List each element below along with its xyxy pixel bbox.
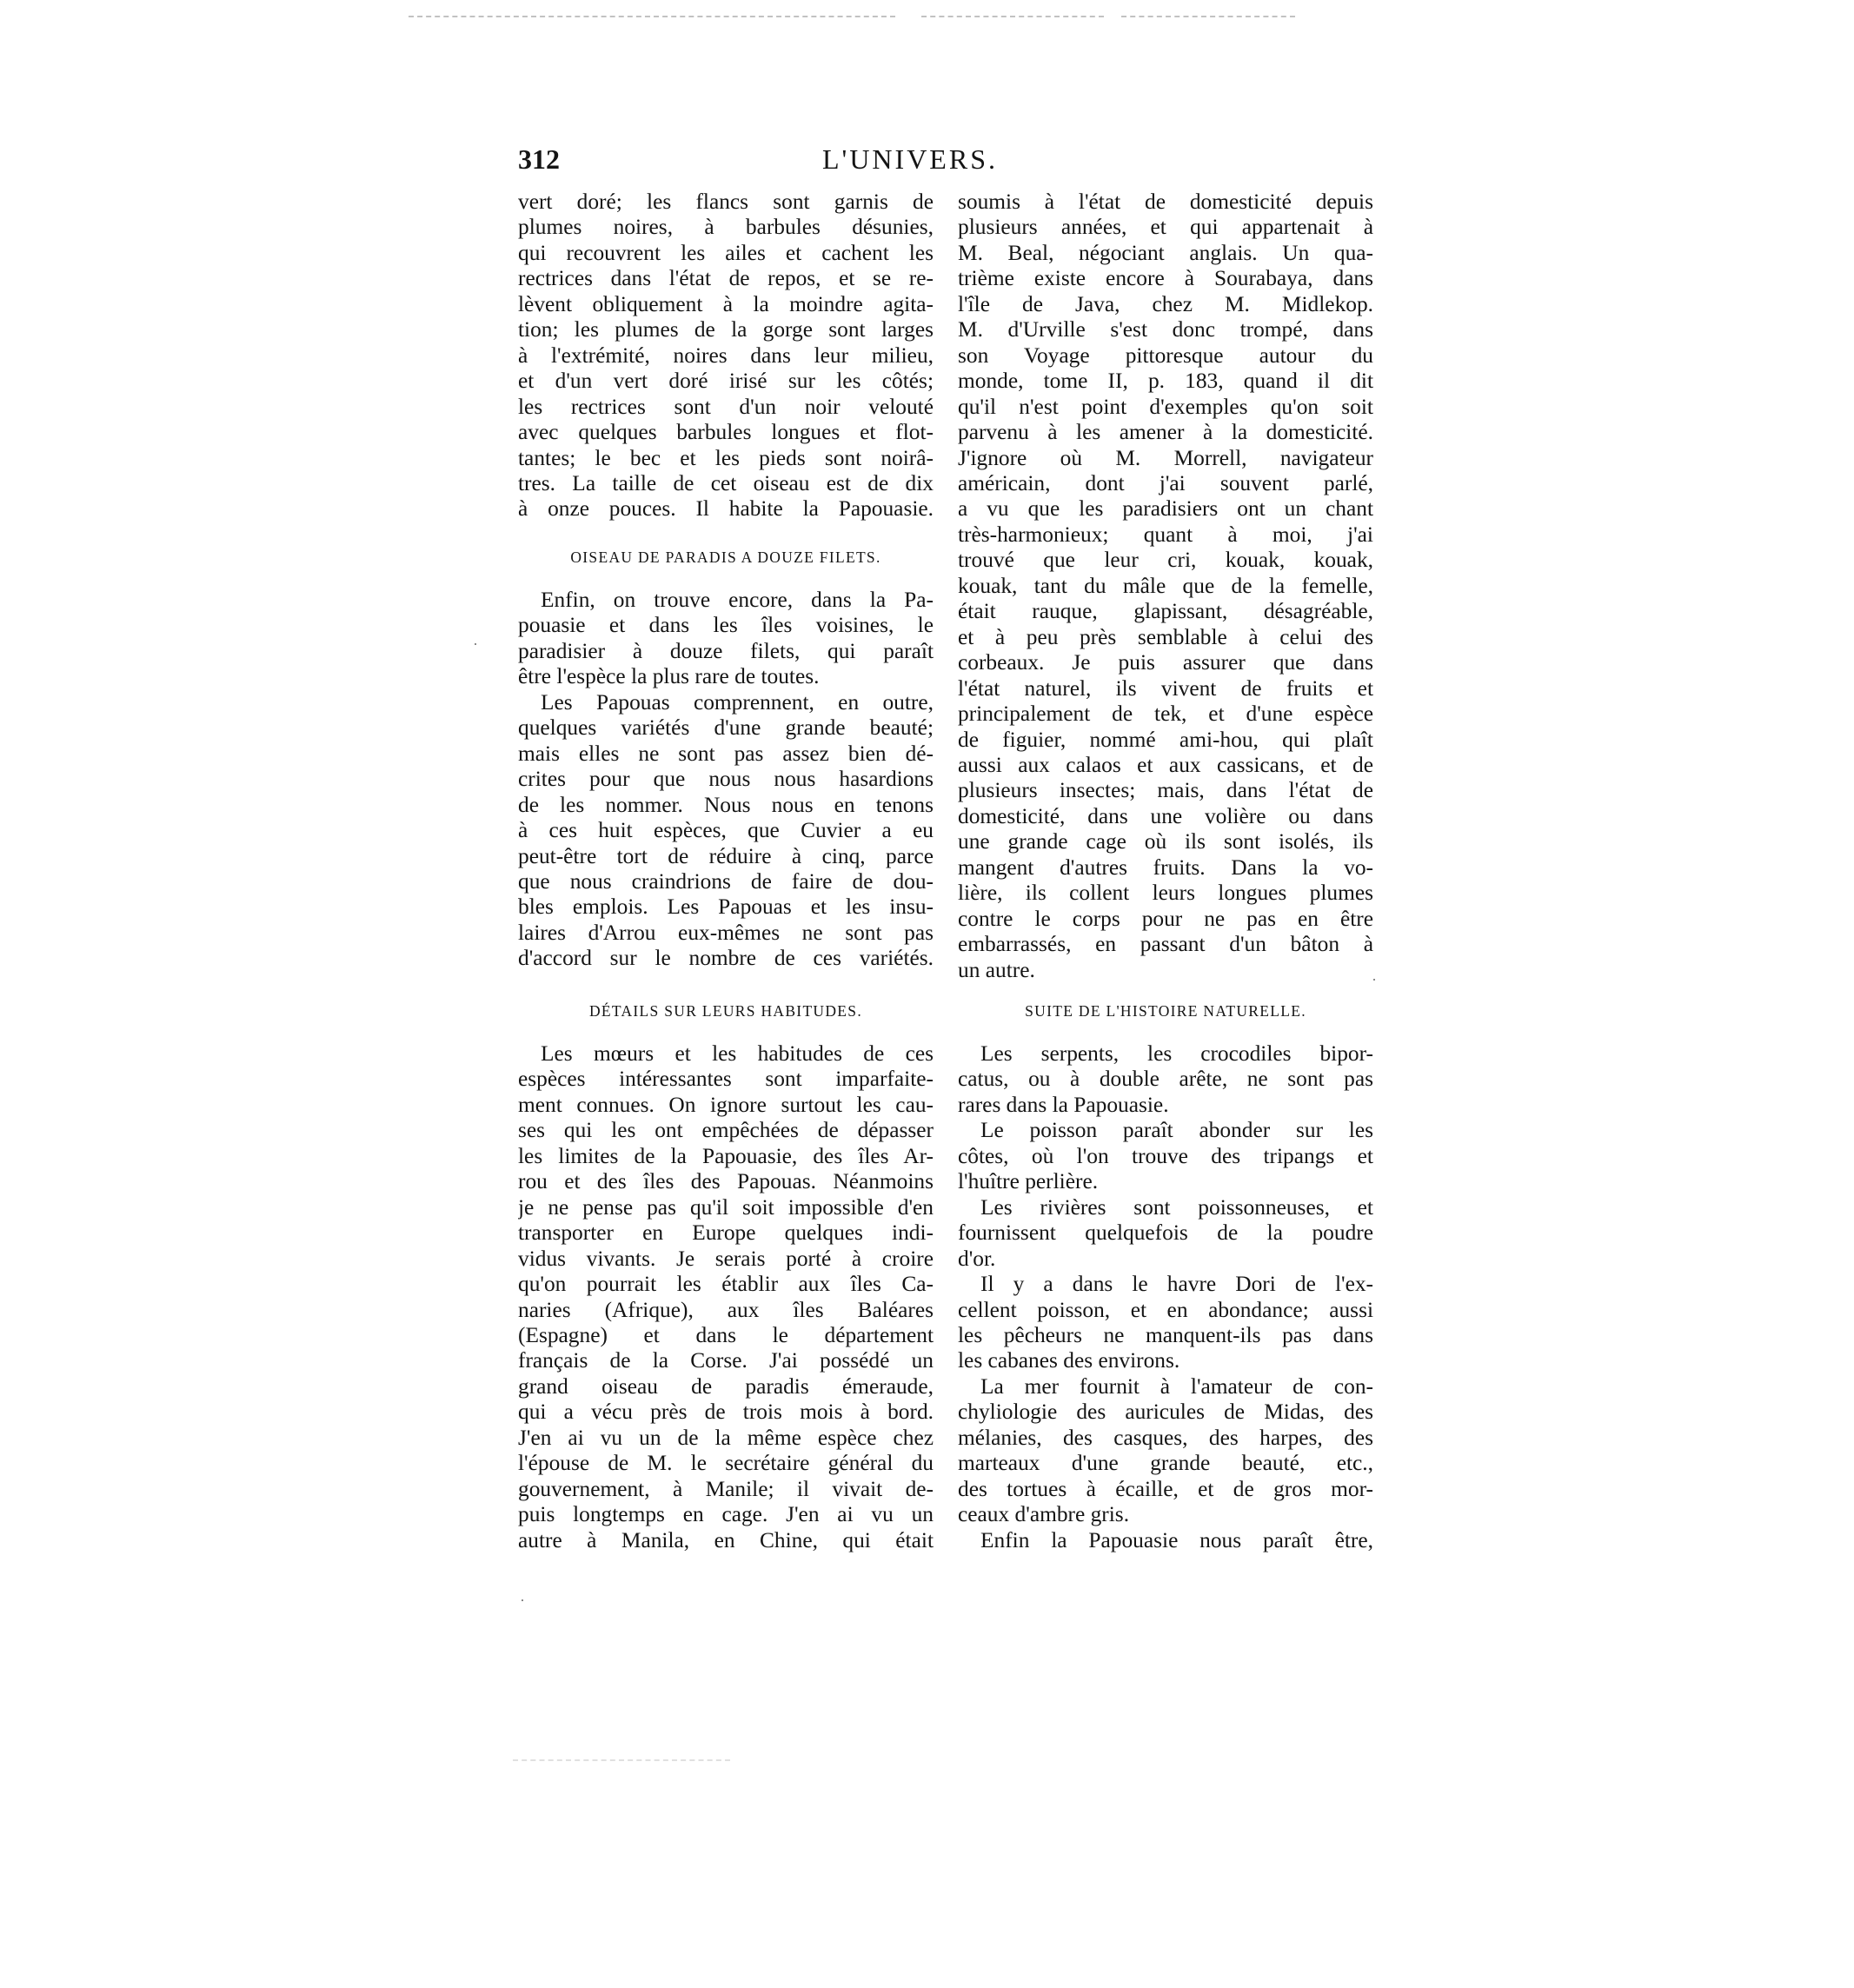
section-heading-details: DÉTAILS SUR LEURS HABITUDES. [588, 1002, 863, 1020]
text-line: ment connues. On ignore surtout les cau- [518, 1092, 934, 1117]
text-line: que nous craindrions de faire de dou- [518, 868, 934, 894]
text-line: trième existe encore à Sourabaya, dans [958, 266, 1373, 291]
left-column-block-4 [518, 1041, 934, 1553]
text-line: plusieurs insectes; mais, dans l'état de [958, 778, 1373, 803]
text-line: catus, ou à double arête, ne sont pas [958, 1067, 1373, 1092]
text-line: trouvé que leur cri, kouak, kouak, [958, 548, 1373, 573]
text-line: Les Papouas comprennent, en outre, [541, 689, 934, 715]
text-line: monde, tome II, p. 183, quand il dit [958, 369, 1373, 394]
text-line: de figuier, nommé ami-hou, qui plaît [958, 727, 1373, 752]
text-line: tres. La taille de cet oiseau est de dix [518, 470, 934, 495]
scan-speck [475, 643, 476, 645]
text-line: mangent d'autres fruits. Dans la vo- [958, 854, 1373, 880]
text-line: qui recouvrent les ailes et cachent les [518, 240, 934, 265]
scan-artifact-bottom [513, 1759, 730, 1761]
text-line: grand oiseau de paradis émeraude, [518, 1373, 934, 1399]
text-line: français de la Corse. J'ai possédé un [518, 1348, 934, 1373]
text-line: La mer fournit à l'amateur de con- [980, 1373, 1373, 1399]
text-line: l'épouse de M. le secrétaire général du [518, 1451, 934, 1476]
text-line: et d'un vert doré irisé sur les côtés; [518, 369, 934, 394]
text-line: à ces huit espèces, que Cuvier a eu [518, 818, 934, 843]
text-line: quelques variétés d'une grande beauté; [518, 715, 934, 741]
text-line: M. d'Urville s'est donc trompé, dans [958, 317, 1373, 342]
text-line: plumes noires, à barbules désunies, [518, 215, 934, 240]
text-line: de les nommer. Nous nous en tenons [518, 792, 934, 817]
text-line: rares dans la Papouasie. [958, 1092, 1169, 1117]
text-line: J'en ai vu un de la même espèce chez [518, 1425, 934, 1450]
text-line: vert doré; les flancs sont garnis de [518, 189, 934, 214]
text-line: Le poisson paraît abonder sur les [980, 1118, 1373, 1143]
text-line: à l'extrémité, noires dans leur milieu, [518, 342, 934, 368]
text-line: les pêcheurs ne manquent-ils pas dans [958, 1322, 1373, 1347]
section-heading-suite: SUITE DE L'HISTOIRE NATURELLE. [1025, 1002, 1306, 1020]
left-column-block-2 [518, 588, 934, 972]
text-line: l'île de Java, chez M. Midlekop. [958, 291, 1373, 316]
scan-speck [1373, 979, 1375, 981]
text-line: gouvernement, à Manile; il vivait de- [518, 1476, 934, 1501]
text-line: Il y a dans le havre Dori de l'ex- [980, 1272, 1373, 1297]
text-line: kouak, tant du mâle que de la femelle, [958, 573, 1373, 598]
text-line: mélanies, des casques, des harpes, des [958, 1425, 1373, 1450]
running-head: L'UNIVERS. [822, 143, 998, 175]
text-line: rectrices dans l'état de repos, et se re- [518, 266, 934, 291]
text-line: naries (Afrique), aux îles Baléares [518, 1297, 934, 1322]
text-line: espèces intéressantes sont imparfaite- [518, 1067, 934, 1092]
text-line: qui a vécu près de trois mois à bord. [518, 1400, 934, 1425]
text-line: était rauque, glapissant, désagréable, [958, 599, 1373, 624]
scan-artifact-top-left [409, 16, 895, 17]
text-line: (Espagne) et dans le département [518, 1322, 934, 1347]
text-line: M. Beal, négociant anglais. Un qua- [958, 240, 1373, 265]
text-line: son Voyage pittoresque autour du [958, 342, 1373, 368]
text-line: plusieurs années, et qui appartenait à [958, 215, 1373, 240]
text-line: aussi aux calaos et aux cassicans, et de [958, 752, 1373, 777]
text-line: chyliologie des auricules de Midas, des [958, 1400, 1373, 1425]
text-line: d'or. [958, 1246, 996, 1271]
text-line: soumis à l'état de domesticité depuis [958, 189, 1373, 214]
text-line: ceaux d'ambre gris. [958, 1502, 1130, 1527]
text-line: corbeaux. Je puis assurer que dans [958, 650, 1373, 675]
text-line: je ne pense pas qu'il soit impossible d'en [518, 1194, 934, 1220]
text-line: très-harmonieux; quant à moi, j'ai [958, 522, 1373, 547]
text-line: et à peu près semblable à celui des [958, 624, 1373, 649]
text-line: une grande cage où ils sont isolés, ils [958, 829, 1373, 854]
page-number: 312 [518, 143, 560, 175]
text-line: J'ignore où M. Morrell, navigateur [958, 445, 1373, 470]
text-line: les cabanes des environs. [958, 1348, 1180, 1373]
text-line: côtes, où l'on trouve des tripangs et [958, 1143, 1373, 1168]
text-line: laires d'Arrou eux-mêmes ne sont pas [518, 920, 934, 945]
text-line: a vu que les paradisiers ont un chant [958, 496, 1373, 522]
text-line: peut-être tort de réduire à cinq, parce [518, 843, 934, 868]
scan-artifact-top-right [1121, 16, 1295, 17]
text-line: des tortues à écaille, et de gros mor- [958, 1476, 1373, 1501]
left-column-block-1 [518, 189, 934, 522]
text-line: l'état naturel, ils vivent de fruits et [958, 675, 1373, 701]
text-line: Les serpents, les crocodiles bipor- [980, 1041, 1373, 1066]
text-line: ses qui les ont empêchées de dépasser [518, 1118, 934, 1143]
section-heading-douze-filets: OISEAU DE PARADIS A DOUZE FILETS. [570, 549, 881, 566]
text-line: marteaux d'une grande beauté, etc., [958, 1451, 1373, 1476]
text-line: pouasie et dans les îles voisines, le [518, 613, 934, 638]
text-line: embarrassés, en passant d'un bâton à [958, 932, 1373, 957]
text-line: être l'espèce la plus rare de toutes. [518, 664, 820, 689]
text-line: fournissent quelquefois de la poudre [958, 1220, 1373, 1246]
text-line: Les mœurs et les habitudes de ces [541, 1041, 934, 1066]
text-line: Les rivières sont poissonneuses, et [980, 1194, 1373, 1220]
text-line: lèvent obliquement à la moindre agita- [518, 291, 934, 316]
text-line: contre le corps pour ne pas en être [958, 906, 1373, 931]
text-line: rou et des îles des Papouas. Néanmoins [518, 1169, 934, 1194]
text-line: américain, dont j'ai souvent parlé, [958, 470, 1373, 495]
text-line: crites pour que nous nous hasardions [518, 767, 934, 792]
text-line: les limites de la Papouasie, des îles Ar- [518, 1143, 934, 1168]
text-line: avec quelques barbules longues et flot- [518, 420, 934, 445]
text-line: puis longtemps en cage. J'en ai vu un [518, 1502, 934, 1527]
text-line: bles emplois. Les Papouas et les insu- [518, 894, 934, 920]
text-line: cellent poisson, et en abondance; aussi [958, 1297, 1373, 1322]
right-column-block-2 [958, 1041, 1373, 1553]
text-line: tantes; le bec et les pieds sont noirâ- [518, 445, 934, 470]
text-line: un autre. [958, 957, 1035, 982]
text-line: lière, ils collent leurs longues plumes [958, 881, 1373, 906]
text-line: paradisier à douze filets, qui paraît [518, 638, 934, 663]
text-line: qu'il n'est point d'exemples qu'on soit [958, 394, 1373, 419]
text-line: Enfin, on trouve encore, dans la Pa- [541, 588, 934, 612]
text-line: Enfin la Papouasie nous paraît être, [980, 1527, 1373, 1553]
text-line: autre à Manila, en Chine, qui était [518, 1527, 934, 1553]
text-line: mais elles ne sont pas assez bien dé- [518, 741, 934, 766]
scan-artifact-top-middle [921, 16, 1104, 17]
text-line: les rectrices sont d'un noir velouté [518, 394, 934, 419]
text-line: à onze pouces. Il habite la Papouasie. [518, 496, 934, 522]
text-line: transporter en Europe quelques indi- [518, 1220, 934, 1246]
text-line: principalement de tek, et d'une espèce [958, 701, 1373, 727]
text-line: vidus vivants. Je serais porté à croire [518, 1246, 934, 1271]
text-line: domesticité, dans une volière ou dans [958, 803, 1373, 828]
right-column-block-1 [958, 189, 1373, 983]
text-line: l'huître perlière. [958, 1169, 1099, 1194]
text-line: parvenu à les amener à la domesticité. [958, 420, 1373, 445]
text-line: qu'on pourrait les établir aux îles Ca- [518, 1272, 934, 1297]
text-line: d'accord sur le nombre de ces variétés. [518, 946, 934, 971]
text-line: tion; les plumes de la gorge sont larges [518, 317, 934, 342]
scan-speck [522, 1599, 523, 1601]
